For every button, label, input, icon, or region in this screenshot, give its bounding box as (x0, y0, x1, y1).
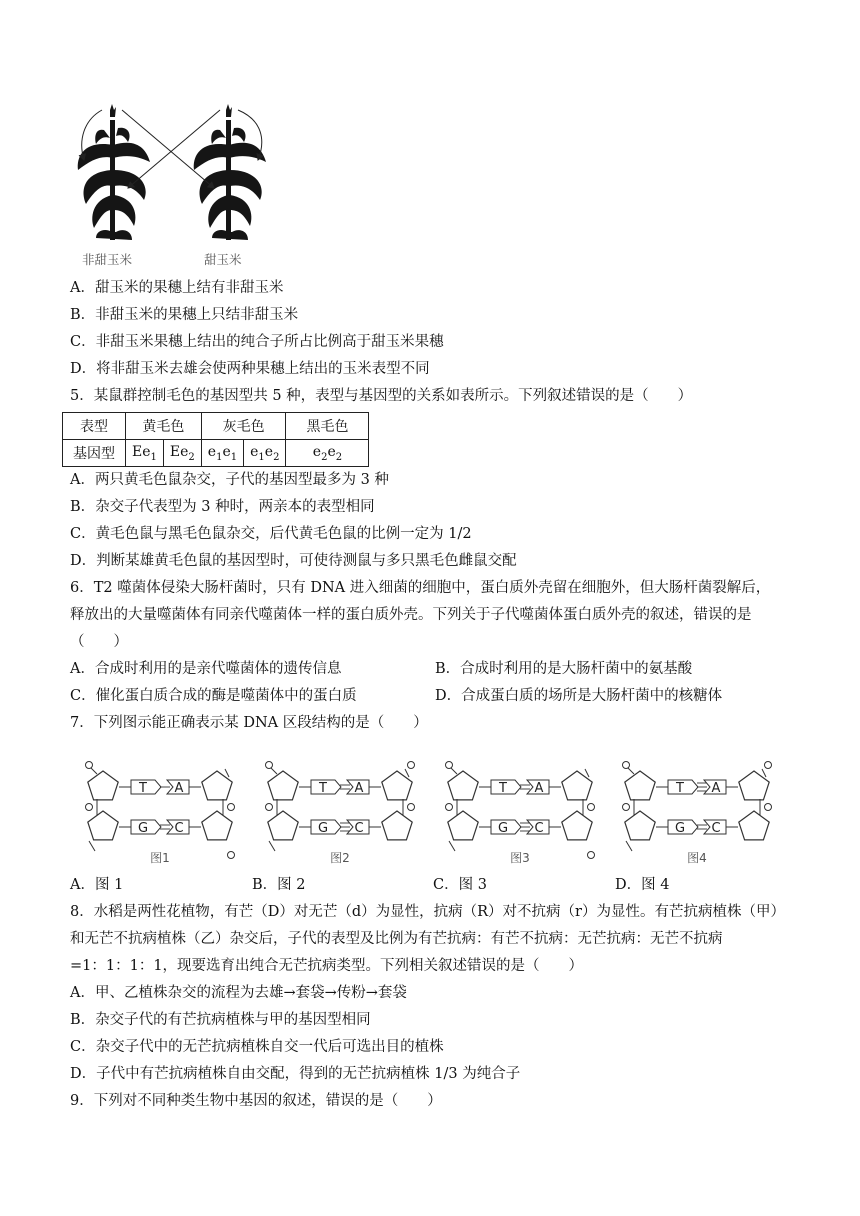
genotype-cell: $Ee_1$ (126, 440, 164, 467)
phenotype-black: 黑毛色 (286, 413, 369, 440)
q6-stem-line-2: 释放出的大量噬菌体有同亲代噬菌体一样的蛋白质外壳。下列关于子代噬菌体蛋白质外壳的叙述，错误的是 (70, 607, 752, 623)
base-label: G (317, 821, 329, 836)
genotype-cell: $e_1e_1$ (201, 440, 243, 467)
figure-caption: 图1 (150, 851, 170, 865)
q4-option-c[interactable]: C．非甜玉米果穗上结出的纯合子所占比例高于甜玉米果穗 (70, 334, 444, 350)
base-label: G (497, 821, 509, 836)
base-label: C (534, 821, 544, 836)
corn-label-right: 甜玉米 (204, 252, 242, 267)
table-header-phenotype: 表型 (63, 413, 126, 440)
q8-option-b[interactable]: B．杂交子代的有芒抗病植株与甲的基因型相同 (70, 1012, 371, 1028)
q5-option-c[interactable]: C．黄毛色鼠与黑毛色鼠杂交，后代黄毛色鼠的比例一定为 1/2 (70, 526, 472, 542)
genotype-cell: $Ee_2$ (163, 440, 201, 467)
sweet-corn-plant (194, 104, 266, 240)
base-label: T (139, 781, 147, 796)
q4-option-b[interactable]: B．非甜玉米的果穗上只结非甜玉米 (70, 307, 299, 323)
q4-option-a[interactable]: A．甜玉米的果穗上结有非甜玉米 (70, 280, 284, 296)
q6-option-b[interactable]: B．合成时利用的是大肠杆菌中的氨基酸 (435, 661, 693, 677)
q6-stem-line-3: （ ） (70, 634, 128, 650)
figure-caption: 图4 (687, 851, 707, 865)
base-label: A (354, 781, 364, 796)
base-label: T (499, 781, 507, 796)
base-label: C (711, 821, 721, 836)
table-header-genotype: 基因型 (63, 440, 126, 467)
q8-stem-line-1: 8．水稻是两性花植物，有芒（D）对无芒（d）为显性，抗病（R）对不抗病（r）为显性。有芒抗病植株（甲） (70, 904, 785, 920)
q9-stem: 9．下列对不同种类生物中基因的叙述，错误的是（ ） (70, 1093, 442, 1109)
genotype-cell: $e_2e_2$ (286, 440, 369, 467)
dna-figure-4 (612, 755, 782, 865)
q6-option-a[interactable]: A．合成时利用的是亲代噬菌体的遗传信息 (70, 661, 342, 677)
q7-stem: 7．下列图示能正确表示某 DNA 区段结构的是（ ） (70, 715, 428, 731)
corn-label-left: 非甜玉米 (82, 252, 133, 267)
phenotype-yellow: 黄毛色 (126, 413, 202, 440)
q5-option-a[interactable]: A．两只黄毛色鼠杂交，子代的基因型最多为 3 种 (70, 472, 389, 488)
base-label: G (674, 821, 686, 836)
dna-figure-2 (255, 755, 425, 865)
q5-stem: 5．某鼠群控制毛色的基因型共 5 种，表型与基因型的关系如表所示。下列叙述错误的是（ ） (70, 388, 693, 404)
q5-genotype-table (62, 412, 369, 467)
q6-option-d[interactable]: D．合成蛋白质的场所是大肠杆菌中的核糖体 (435, 688, 723, 704)
base-label: A (534, 781, 544, 796)
dna-figure-3 (435, 755, 605, 865)
q5-option-b[interactable]: B．杂交子代表型为 3 种时，两亲本的表型相同 (70, 499, 375, 515)
base-label: T (676, 781, 684, 796)
q4-option-d[interactable]: D．将非甜玉米去雄会使两种果穗上结出的玉米表型不同 (70, 361, 430, 377)
q6-stem-line-1: 6．T2 噬菌体侵染大肠杆菌时，只有 DNA 进入细菌的细胞中，蛋白质外壳留在细胞外，但大肠杆菌裂解后， (70, 580, 771, 596)
q8-option-d[interactable]: D．子代中有芒抗病植株自由交配，得到的无芒抗病植株 1/3 为纯合子 (70, 1066, 521, 1082)
dna-figure-1 (75, 755, 245, 865)
q8-option-c[interactable]: C．杂交子代中的无芒抗病植株自交一代后可选出目的植株 (70, 1039, 444, 1055)
base-label: G (137, 821, 149, 836)
q7-option-a[interactable]: A．图 1 (70, 877, 124, 893)
q5-option-d[interactable]: D．判断某雄黄毛色鼠的基因型时，可使待测鼠与多只黑毛色雌鼠交配 (70, 553, 517, 569)
q7-option-b[interactable]: B．图 2 (252, 877, 306, 893)
corn-crossing-figure (66, 100, 276, 270)
q7-option-d[interactable]: D．图 4 (615, 877, 670, 893)
q8-stem-line-3: =1：1：1：1，现要选育出纯合无芒抗病类型。下列相关叙述错误的是（ ） (70, 958, 584, 974)
figure-caption: 图3 (510, 851, 530, 865)
q8-stem-line-2: 和无芒不抗病植株（乙）杂交后，子代的表型及比例为有芒抗病：有芒不抗病：无芒抗病：无芒不抗病 (70, 931, 723, 947)
base-label: A (174, 781, 184, 796)
figure-caption: 图2 (330, 851, 350, 865)
q7-option-c[interactable]: C．图 3 (433, 877, 487, 893)
base-label: A (711, 781, 721, 796)
phenotype-gray: 灰毛色 (201, 413, 286, 440)
base-label: T (319, 781, 327, 796)
q8-option-a[interactable]: A．甲、乙植株杂交的流程为去雄→套袋→传粉→套袋 (70, 985, 407, 1001)
base-label: C (354, 821, 364, 836)
genotype-cell: $e_1e_2$ (244, 440, 286, 467)
q6-option-c[interactable]: C．催化蛋白质合成的酶是噬菌体中的蛋白质 (70, 688, 357, 704)
base-label: C (174, 821, 184, 836)
